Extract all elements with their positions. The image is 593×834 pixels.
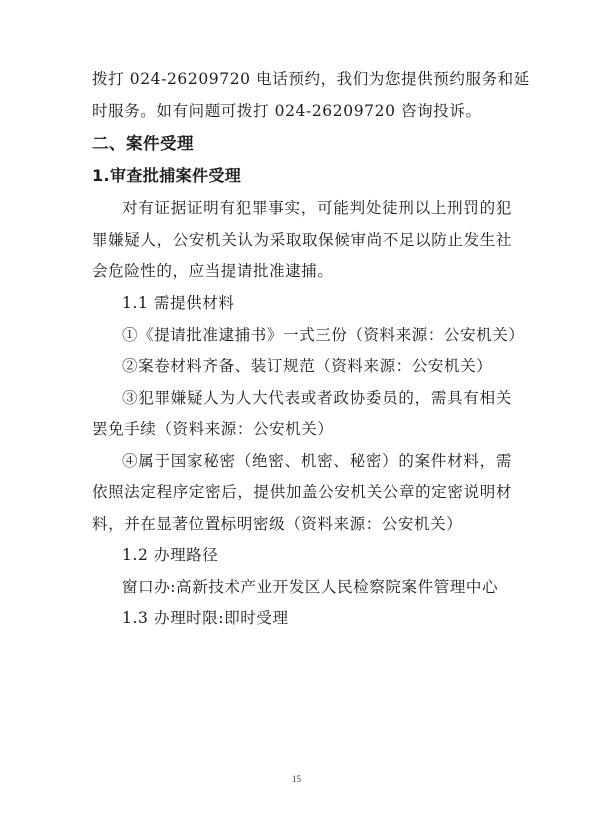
material-item-4-line-3: 料，并在显著位置标明密级（资料来源：公安机关）	[92, 515, 463, 533]
section-heading: 二、案件受理	[92, 134, 194, 153]
material-item-3-line-1: ③犯罪嫌疑人为人大代表或者政协委员的，需具有相关	[122, 389, 512, 407]
material-item-4-line-2: 依照法定程序定密后，提供加盖公安机关公章的定密说明材	[92, 483, 512, 501]
material-item-4-line-1: ④属于国家秘密（绝密、机密、秘密）的案件材料，需	[122, 452, 512, 470]
route-text: 窗口办:高新技术产业开发区人民检察院案件管理中心	[122, 578, 499, 596]
body-line-3: 会危险性的，应当提请批准逮捕。	[92, 262, 334, 280]
materials-heading: 1.1 需提供材料	[122, 294, 235, 312]
route-heading: 1.2 办理路径	[122, 546, 219, 564]
material-item-3-line-2: 罢免手续（资料来源：公安机关）	[92, 420, 334, 438]
subsection-heading: 1.审查批捕案件受理	[92, 166, 242, 185]
page-number: 15	[292, 774, 301, 784]
body-line-2: 罪嫌疑人，公安机关认为采取取保候审尚不足以防止发生社	[92, 231, 512, 249]
body-line-1: 对有证据证明有犯罪事实，可能判处徒刑以上刑罚的犯	[122, 199, 512, 217]
material-item-1: ①《提请批准逮捕书》一式三份（资料来源：公安机关）	[122, 326, 525, 344]
material-item-2: ②案卷材料齐备、装订规范（资料来源：公安机关）	[122, 357, 493, 375]
intro-line-1: 拨打 024-26209720 电话预约，我们为您提供预约服务和延	[92, 70, 530, 88]
intro-line-2: 时服务。如有问题可拨打 024-26209720 咨询投诉。	[92, 102, 482, 120]
time-limit-text: 1.3 办理时限:即时受理	[122, 609, 289, 627]
